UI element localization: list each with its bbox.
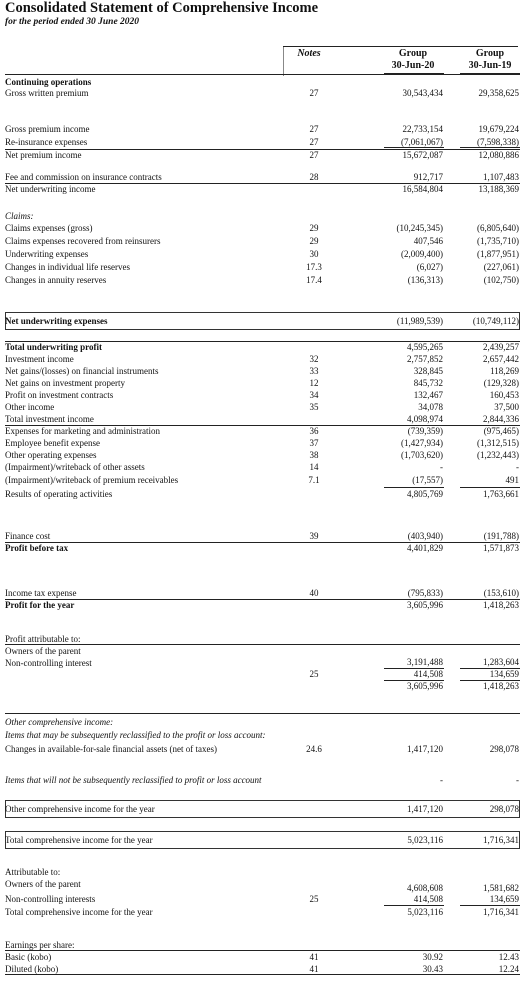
table-row xyxy=(5,449,520,461)
table-row xyxy=(5,587,520,599)
table-row xyxy=(5,461,520,473)
table-row xyxy=(5,906,520,918)
row-label: Claims expenses (gross) xyxy=(5,223,93,233)
row-value-2019: 160,453 xyxy=(489,390,519,400)
table-row xyxy=(5,951,520,963)
row-label: Investment income xyxy=(5,354,74,364)
row-note: 32 xyxy=(309,354,319,364)
row-value-2020: (1,427,934) xyxy=(401,438,443,448)
row-label: Other comprehensive income for the year xyxy=(5,804,155,814)
table-row xyxy=(5,834,520,846)
row-label: Diluted (kobo) xyxy=(5,964,59,974)
group-2020-header xyxy=(381,48,445,72)
table-row xyxy=(5,488,520,500)
row-value-2019: 134,659 xyxy=(489,894,519,904)
row-value-2019: 1,283,604 xyxy=(483,657,519,667)
row-value-2020: 5,023,116 xyxy=(407,835,443,845)
row-label: Basic (kobo) xyxy=(5,952,52,962)
table-row xyxy=(5,633,520,645)
value-underline xyxy=(384,668,444,669)
row-note: 30 xyxy=(309,249,319,259)
table-row xyxy=(5,599,520,611)
row-note: 41 xyxy=(309,964,319,974)
row-value-2020: (10,245,345) xyxy=(396,223,443,233)
row-note: 17.3 xyxy=(306,262,322,272)
row-label: Results of operating activities xyxy=(5,489,113,499)
table-row xyxy=(5,939,520,951)
row-label: Income tax expense xyxy=(5,588,77,598)
value-underline xyxy=(460,668,520,669)
row-value-2020: (17,557) xyxy=(412,475,443,485)
row-label: Gross premium income xyxy=(5,124,90,134)
row-value-2019: - xyxy=(516,462,519,472)
group-2019-header xyxy=(458,48,522,72)
group-2020-header-line1: Group xyxy=(398,48,428,59)
row-note: 36 xyxy=(309,426,319,436)
row-value-2019: 13,188,369 xyxy=(478,184,519,194)
row-value-2020: 3,191,488 xyxy=(407,657,443,667)
row-value-2019: (102,750) xyxy=(483,275,519,285)
table-row xyxy=(5,389,520,401)
row-value-2019: (227,061) xyxy=(483,262,519,272)
table-row xyxy=(5,183,520,195)
row-value-2019: 12.43 xyxy=(498,952,519,962)
row-label: Profit on investment contracts xyxy=(5,390,114,400)
group-2019-header-line1: Group xyxy=(475,48,505,59)
table-row xyxy=(5,413,520,425)
row-value-2019: 1,418,263 xyxy=(483,600,519,610)
row-value-2020: 328,845 xyxy=(413,366,443,376)
row-label: Items that may be subsequently reclassified to the profit or loss account: xyxy=(5,730,266,740)
statement-title: Consolidated Statement of Comprehensive Income xyxy=(5,0,319,16)
table-row xyxy=(5,365,520,377)
row-value-2019: (1,232,443) xyxy=(477,450,519,460)
header-underline xyxy=(5,74,520,75)
row-value-2020: (6,027) xyxy=(416,262,443,272)
row-value-2020: 15,672,087 xyxy=(402,150,443,160)
table-row xyxy=(5,210,520,222)
table-row xyxy=(5,963,520,975)
row-label: Re-insurance expenses xyxy=(5,137,88,147)
row-value-2020: 4,805,769 xyxy=(407,489,443,499)
row-label: Attributable to: xyxy=(5,867,61,877)
row-note: 7.1 xyxy=(308,475,320,485)
subtotal-rule xyxy=(5,713,520,714)
row-value-2020: 132,467 xyxy=(413,390,443,400)
value-underline xyxy=(460,147,520,148)
row-label: Profit before tax xyxy=(5,543,69,553)
row-value-2020: (11,989,539) xyxy=(396,316,443,326)
value-underline xyxy=(460,680,520,681)
value-underline xyxy=(460,487,520,488)
row-note: 37 xyxy=(309,438,319,448)
value-underline xyxy=(384,487,444,488)
row-note: 12 xyxy=(309,378,319,388)
row-value-2020: 34,078 xyxy=(418,402,443,412)
row-value-2020: (136,313) xyxy=(407,275,443,285)
row-label: Other income xyxy=(5,402,55,412)
value-underline xyxy=(384,680,444,681)
row-value-2020: - xyxy=(440,462,443,472)
row-value-2020: (2,009,400) xyxy=(401,249,443,259)
table-row xyxy=(5,248,520,260)
table-row xyxy=(5,315,520,327)
row-value-2019: 298,078 xyxy=(489,804,519,814)
row-value-2019: 12,080,886 xyxy=(478,150,519,160)
row-label: Employee benefit expense xyxy=(5,438,100,448)
row-label: Changes in available-for-sale financial assets (net of taxes) xyxy=(5,744,217,754)
row-value-2020: 414,508 xyxy=(413,669,443,679)
table-row xyxy=(5,401,520,413)
table-row xyxy=(5,341,520,353)
row-label: Claims expenses recovered from reinsurers xyxy=(5,236,161,246)
row-value-2019: 12.24 xyxy=(498,964,519,974)
row-label: Owners of the parent xyxy=(5,646,81,656)
table-row xyxy=(5,893,520,905)
row-label: Profit for the year xyxy=(5,600,75,610)
row-value-2020: 1,417,120 xyxy=(407,744,443,754)
table-row xyxy=(5,425,520,437)
row-value-2019: (153,610) xyxy=(483,588,519,598)
row-value-2019: 2,844,336 xyxy=(483,414,519,424)
row-label: Non-controlling interests xyxy=(5,894,96,904)
row-label: Fee and commission on insurance contracts xyxy=(5,172,162,182)
table-row xyxy=(5,774,520,786)
row-value-2019: 1,107,483 xyxy=(483,172,519,182)
row-label: Owners of the parent xyxy=(5,879,81,889)
value-underline xyxy=(384,905,444,906)
row-value-2020: 30,543,434 xyxy=(402,88,443,98)
row-label: Other operating expenses xyxy=(5,450,97,460)
row-label: Items that will not be subsequently reclassified to profit or loss account xyxy=(5,775,262,785)
row-value-2020: 3,605,996 xyxy=(407,681,443,691)
column-underline xyxy=(384,73,444,74)
table-row xyxy=(5,530,520,542)
row-label: Underwriting expenses xyxy=(5,249,89,259)
row-label: Changes in annuity reserves xyxy=(5,275,107,285)
row-label: Net premium income xyxy=(5,150,82,160)
row-value-2019: 29,358,625 xyxy=(478,88,519,98)
row-value-2020: 1,417,120 xyxy=(407,804,443,814)
table-row xyxy=(5,87,520,99)
row-label: Continuing operations xyxy=(5,77,92,87)
table-row xyxy=(5,878,520,893)
row-value-2020: (795,833) xyxy=(407,588,443,598)
row-note: 25 xyxy=(309,894,319,904)
row-label: Gross written premium xyxy=(5,88,89,98)
table-row xyxy=(5,716,520,728)
row-note: 41 xyxy=(309,952,319,962)
row-label: Expenses for marketing and administration xyxy=(5,426,160,436)
row-value-2020: (7,061,067) xyxy=(401,137,443,147)
row-label: Profit attributable to: xyxy=(5,634,81,644)
row-value-2019: (1,735,710) xyxy=(477,236,519,246)
notes-column-header: Notes xyxy=(297,48,321,59)
row-label: Earnings per share: xyxy=(5,940,75,950)
statement-subtitle: for the period ended 30 June 2020 xyxy=(5,17,140,27)
row-value-2019: (975,465) xyxy=(483,426,519,436)
row-value-2019: 298,078 xyxy=(489,744,519,754)
row-value-2019: 1,581,682 xyxy=(483,883,519,893)
row-label: Changes in individual life reserves xyxy=(5,262,130,272)
row-note: 25 xyxy=(309,669,319,679)
row-note: 27 xyxy=(309,137,319,147)
row-label: Finance cost xyxy=(5,531,51,541)
row-value-2019: 1,571,873 xyxy=(483,543,519,553)
table-row xyxy=(5,542,520,554)
row-value-2020: 4,595,265 xyxy=(407,342,443,352)
row-value-2020: 912,717 xyxy=(413,172,443,182)
table-row xyxy=(5,149,520,161)
row-value-2019: (6,805,640) xyxy=(477,223,519,233)
table-row xyxy=(5,866,520,878)
row-note: 29 xyxy=(309,223,319,233)
value-underline xyxy=(460,905,520,906)
row-value-2019: 1,716,341 xyxy=(483,835,519,845)
table-row xyxy=(5,729,520,741)
table-row xyxy=(5,261,520,273)
row-value-2019: (191,788) xyxy=(483,531,519,541)
row-note: 29 xyxy=(309,236,319,246)
row-value-2020: 407,546 xyxy=(413,236,443,246)
row-value-2019: 1,763,661 xyxy=(483,489,519,499)
column-divider xyxy=(283,46,284,76)
table-row xyxy=(5,437,520,449)
row-note: 27 xyxy=(309,88,319,98)
row-label: Net underwriting expenses xyxy=(5,316,108,326)
table-row xyxy=(5,123,520,135)
row-value-2019: (7,598,338) xyxy=(477,137,519,147)
row-label: Net gains/(losses) on financial instruments xyxy=(5,366,159,376)
row-value-2020: 4,098,974 xyxy=(407,414,443,424)
row-label: Net gains on investment property xyxy=(5,378,125,388)
row-value-2020: 5,023,116 xyxy=(407,907,443,917)
row-note: 38 xyxy=(309,450,319,460)
row-label: Net underwriting income xyxy=(5,184,96,194)
group-2019-header-line2: 30-Jun-19 xyxy=(468,60,512,71)
row-note: 35 xyxy=(309,402,319,412)
row-value-2020: 414,508 xyxy=(413,894,443,904)
row-value-2019: 118,269 xyxy=(490,366,519,376)
row-note: 14 xyxy=(309,462,319,472)
row-value-2020: 16,584,804 xyxy=(402,184,443,194)
row-value-2020: 4,608,608 xyxy=(407,883,443,893)
row-value-2020: 2,757,852 xyxy=(407,354,443,364)
row-value-2020: - xyxy=(440,775,443,785)
row-value-2020: 30.43 xyxy=(422,964,443,974)
row-value-2020: (739,359) xyxy=(407,426,443,436)
value-underline xyxy=(384,147,444,148)
column-underline xyxy=(460,73,520,74)
row-value-2019: (129,328) xyxy=(483,378,519,388)
row-value-2020: 30.92 xyxy=(422,952,443,962)
row-value-2020: (1,703,620) xyxy=(401,450,443,460)
table-row xyxy=(5,474,520,486)
table-row xyxy=(5,222,520,234)
table-row xyxy=(5,803,520,815)
row-value-2019: 2,657,442 xyxy=(483,354,519,364)
row-label: Claims: xyxy=(5,211,34,221)
group-2020-header-line2: 30-Jun-20 xyxy=(391,60,435,71)
row-value-2020: (403,940) xyxy=(407,531,443,541)
row-value-2019: 134,659 xyxy=(489,669,519,679)
row-note: 33 xyxy=(309,366,319,376)
table-row xyxy=(5,377,520,389)
row-value-2020: 845,732 xyxy=(413,378,443,388)
row-label: Total comprehensive income for the year xyxy=(5,835,153,845)
row-note: 40 xyxy=(309,588,319,598)
table-row xyxy=(5,680,520,692)
row-note: 39 xyxy=(309,531,319,541)
row-value-2019: 491 xyxy=(505,475,519,485)
header-underline xyxy=(283,46,518,47)
table-row xyxy=(5,274,520,286)
row-label: Non-controlling interest xyxy=(5,658,92,668)
row-note: 24.6 xyxy=(306,744,322,754)
row-value-2019: 19,679,224 xyxy=(478,124,519,134)
row-note: 27 xyxy=(309,150,319,160)
row-note: 34 xyxy=(309,390,319,400)
row-value-2019: 37,500 xyxy=(494,402,519,412)
row-value-2020: 3,605,996 xyxy=(407,600,443,610)
table-row xyxy=(5,171,520,183)
row-label: (Impairment)/writeback of other assets xyxy=(5,462,145,472)
row-value-2019: (1,312,515) xyxy=(477,438,519,448)
row-value-2019: (1,877,951) xyxy=(477,249,519,259)
row-label: Total investment income xyxy=(5,414,94,424)
row-value-2020: 4,401,829 xyxy=(407,543,443,553)
row-value-2019: 2,439,257 xyxy=(483,342,519,352)
row-label: (Impairment)/writeback of premium receivables xyxy=(5,475,179,485)
row-value-2020: 22,733,154 xyxy=(402,124,443,134)
row-note: 27 xyxy=(309,124,319,134)
row-label: Total comprehensive income for the year xyxy=(5,907,153,917)
row-note: 17.4 xyxy=(306,275,322,285)
row-label: Other comprehensive income: xyxy=(5,717,114,727)
table-row xyxy=(5,743,520,755)
row-label: Total underwriting profit xyxy=(5,342,103,352)
table-row xyxy=(5,235,520,247)
row-value-2019: (10,749,112) xyxy=(472,316,519,326)
row-value-2019: - xyxy=(516,775,519,785)
row-note: 28 xyxy=(309,172,319,182)
table-row xyxy=(5,353,520,365)
row-value-2019: 1,418,263 xyxy=(483,681,519,691)
row-value-2019: 1,716,341 xyxy=(483,907,519,917)
